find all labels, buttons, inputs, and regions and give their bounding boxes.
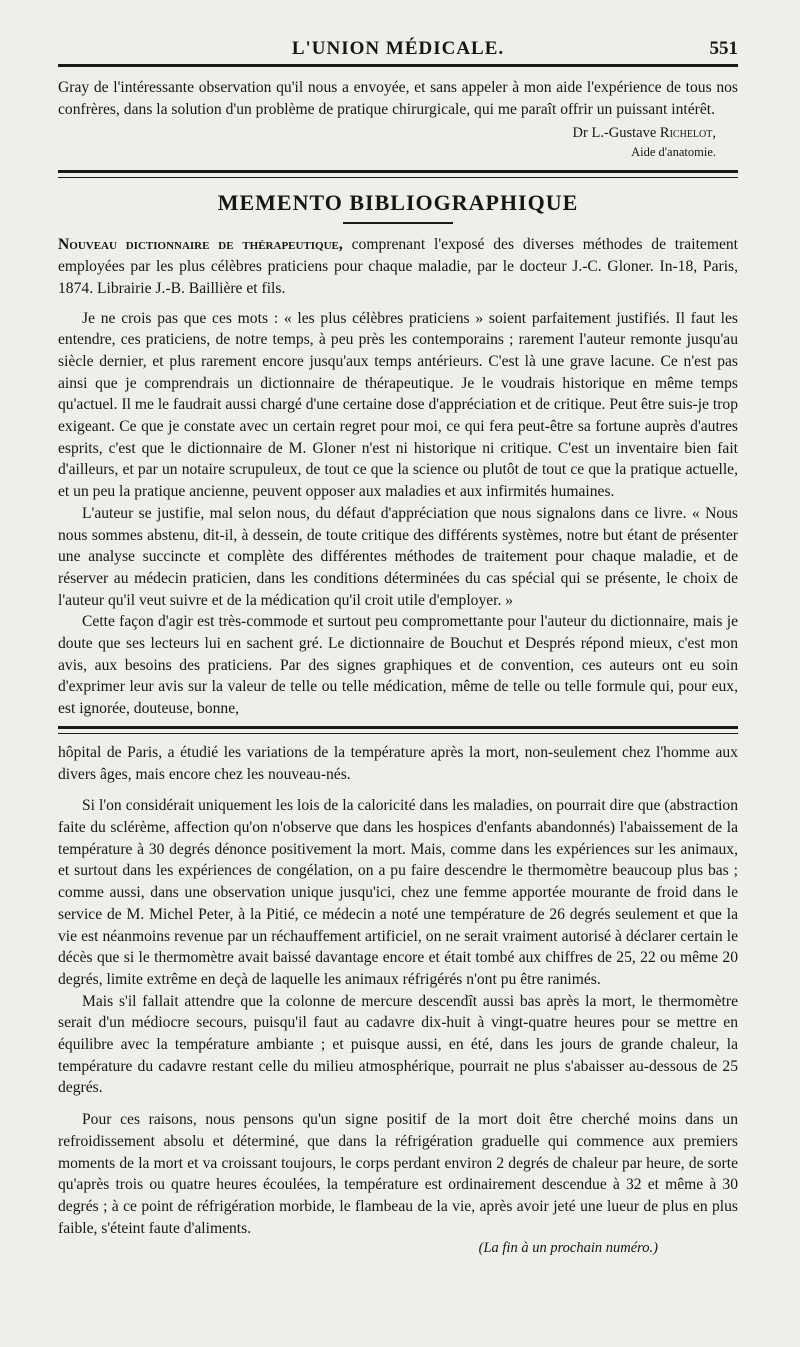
intro-paragraph: Gray de l'intéressante observation qu'il nous a envoyée, et sans appeler à mon aide l'expérience de tous nos confrères, dans la solution d'un problème de pratique chirurgicale, qui me paraît offrir un puissant intérêt. — [58, 79, 738, 118]
feuilleton-divider — [58, 726, 738, 734]
signature-name: Richelot, — [659, 125, 716, 142]
bibliography-details: comprenant l'exposé des diverses méthodes de traitement employées par les plus célèbres praticiens pour chaque maladie, par le docteur J.-C. Gloner. In-18, Paris, 1874. Librairie J.-B. Baillière et fils. — [58, 236, 738, 297]
running-header — [58, 30, 738, 67]
review-paragraph: Je ne crois pas que ces mots : « les plus célèbres praticiens » soient parfaitement justifiés. Il faut les entendre, ces praticiens, de notre temps, à peu près les contemporains ; rarement l'auteur remonte jusqu'au siècle dernier, et plus rarement encore jusqu'aux temps antérieurs. C'est là une grave lacune. Ce n'est pas ainsi que je comprendrais un dictionnaire de thérapeutique. Je le voudrais historique en même temps qu'actuel. Il me le faudrait aussi chargé d'une certaine dose d'appréciation et de critique. Peut être suis-je trop exigeant. Ce que je constate avec un certain regret pour moi, ce qui fera peut-être sa fortune auprès d'autres esprits, c'est que le dictionnaire de M. Gloner n'est ni historique ni critique. C'est un inventaire bien fait d'ailleurs, et par un notaire scrupuleux, de tout ce que la science ou plutôt de tout ce que la pratique actuelle, et un peu la pratique ancienne, peuvent opposer aux maladies et aux infirmités humaines. — [58, 309, 738, 501]
review-paragraph: Cette façon d'agir est très-commode et surtout peu compromettante pour l'auteur du dictionnaire, mais je doute que ses lecteurs lui en sachent gré. Le dictionnaire de Bouchut et Després répond mieux, c'est mon avis, aux besoins des praticiens. Par des signes graphiques et de convention, ces auteurs ont eu soin d'exprimer leur avis sur la valeur de telle ou telle médication, même de telle ou telle formule qui, pour eux, est ignorée, douteuse, bonne, — [58, 613, 738, 718]
bibliography-title: Nouveau dictionnaire de thérapeutique, — [58, 236, 343, 254]
article-paragraph: Si l'on considérait uniquement les lois de la caloricité dans les maladies, on pourrait dire que (abstraction faite du sclérème, affection qu'on n'observe que dans les hospices d'enfants abandonnés) l'abaissement de la température à 30 degrés dénonce positivement la mort. Mais, comme dans les expériences sur les animaux, et surtout dans les expériences de congélation, on a pu faire descendre le thermomètre beaucoup plus bas ; comme aussi, dans une observation unique jusqu'ici, chez une femme apportée mourante de froid dans le service de M. Michel Peter, à la Pitié, ce médecin a noté une température de 26 degrés seulement et que la vie est néanmoins revenue par un réchauffement artificiel, on ne serait vraiment autorisé à déclarer certain le décès que si le thermomètre avait baissé davantage encore et était tombé aux chiffres de 25, 22 ou même 20 degrés, limite extrême en deçà de laquelle les animaux réfrigérés n'ont pu être ranimés. — [58, 797, 738, 988]
signature-prefix: Dr L.-Gustave — [572, 125, 660, 142]
section-title: MEMENTO BIBLIOGRAPHIQUE — [217, 190, 579, 216]
article-paragraph: hôpital de Paris, a étudié les variations de la température après la mort, non-seulement chez l'homme aux divers âges, mais encore chez les nouveau-nés. — [58, 743, 738, 783]
signature-line — [58, 124, 716, 143]
bibliography-entry — [58, 234, 738, 299]
signature-role: Aide d'anatomie. — [631, 145, 716, 160]
article-paragraph: Pour ces raisons, nous pensons qu'un signe positif de la mort doit être cherché moins dans un refroidissement absolu et déterminé, que dans la réfrigération graduelle qui commence aux premiers moments de la mort et va croissant toujours, le corps perdant environ 2 degrés de chaleur par heure, de sorte qu'après trois ou quatre heures écoulées, la température est ordinairement descendue à 32 et même à 30 degrés ; à ce point de réfrigération morbide, le flambeau de la vie, après avoir jeté une lueur de plus en plus faible, s'éteint faute d'aliments. — [58, 1111, 738, 1237]
review-paragraph: L'auteur se justifie, mal selon nous, du défaut d'appréciation que nous signalons dans ce livre. « Nous nous sommes abstenu, dit-il, à dessein, de toute critique des différents systèmes, notre but étant de présenter une analyse succincte et complète des différentes méthodes de traitement pour chaque maladie, et de réserver au médecin praticien, dans les conditions déterminées du cas spécial qui se présente, le choix de l'auteur qu'il veut suivre et de la médication qu'il croit utile d'employer. » — [58, 504, 738, 609]
author-signature — [58, 124, 738, 162]
article-paragraph: Mais s'il fallait attendre que la colonne de mercure descendît aussi bas après la mort, le thermomètre serait d'un médiocre secours, puisqu'il faut au cadavre dix-huit à vingt-quatre heures pour se mettre en équilibre avec la température ambiante ; et puisque aussi, en été, dans les jours de grande chaleur, la température du cadavre restant celle du milieu atmosphérique, pourrait ne plus s'abaisser au-dessous de 25 degrés. — [58, 992, 738, 1097]
journal-title: L'UNION MÉDICALE. — [291, 38, 505, 59]
section-divider — [58, 170, 738, 178]
title-underline — [343, 222, 453, 224]
page-number: 551 — [709, 38, 738, 59]
continuation-note: (La fin à un prochain numéro.) — [478, 1240, 658, 1257]
